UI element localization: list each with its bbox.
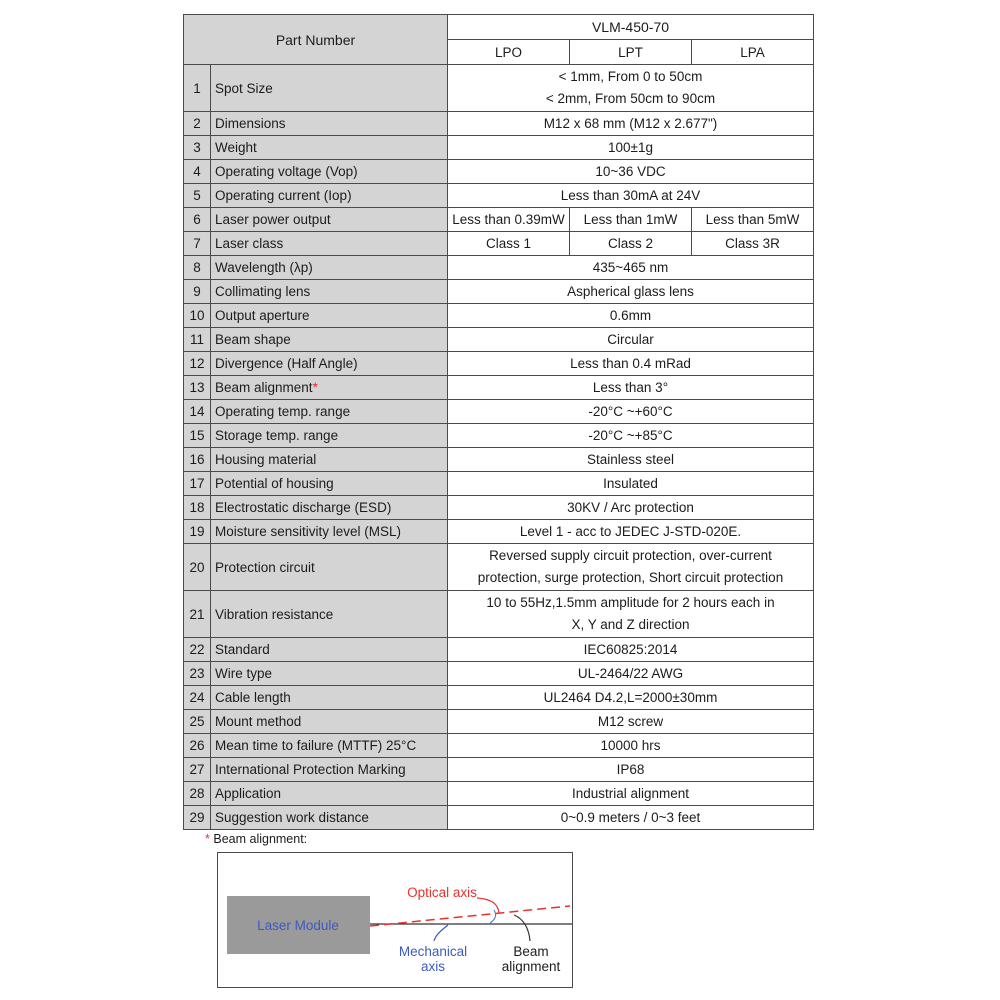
row-number: 22 <box>184 638 211 662</box>
row-value: 10~36 VDC <box>448 160 814 184</box>
row-label: Operating temp. range <box>211 400 448 424</box>
row-value: -20°C ~+85°C <box>448 424 814 448</box>
row-number: 15 <box>184 424 211 448</box>
row-number: 24 <box>184 686 211 710</box>
row-number: 29 <box>184 806 211 830</box>
row-number: 13 <box>184 376 211 400</box>
spec-row <box>184 352 814 376</box>
mechanical-axis-label: Mechanical axis <box>398 944 468 974</box>
row-value: 10 to 55Hz,1.5mm amplitude for 2 hours each in X, Y and Z direction <box>448 591 814 638</box>
row-variant-value: Class 3R <box>692 232 814 256</box>
spec-row <box>184 232 814 256</box>
spec-row <box>184 256 814 280</box>
spec-row <box>184 208 814 232</box>
row-label: Beam shape <box>211 328 448 352</box>
row-number: 7 <box>184 232 211 256</box>
row-number: 6 <box>184 208 211 232</box>
row-value: IP68 <box>448 758 814 782</box>
row-value: 100±1g <box>448 136 814 160</box>
row-value: UL2464 D4.2,L=2000±30mm <box>448 686 814 710</box>
footnote-text: Beam alignment: <box>213 832 308 846</box>
row-number: 26 <box>184 734 211 758</box>
row-number: 3 <box>184 136 211 160</box>
optical-axis-line <box>370 906 570 926</box>
spec-row <box>184 710 814 734</box>
spec-row <box>184 638 814 662</box>
row-number: 17 <box>184 472 211 496</box>
part-number-header: Part Number <box>184 15 448 65</box>
spec-row <box>184 448 814 472</box>
row-variant-value: Class 1 <box>448 232 570 256</box>
row-value: < 1mm, From 0 to 50cm < 2mm, From 50cm to 90cm <box>448 65 814 112</box>
row-label-asterisk: * <box>312 380 318 395</box>
row-value: 0~0.9 meters / 0~3 feet <box>448 806 814 830</box>
spec-row <box>184 734 814 758</box>
row-number: 16 <box>184 448 211 472</box>
row-value: -20°C ~+60°C <box>448 400 814 424</box>
row-value: M12 screw <box>448 710 814 734</box>
row-number: 27 <box>184 758 211 782</box>
row-label: Moisture sensitivity level (MSL) <box>211 520 448 544</box>
row-value: Stainless steel <box>448 448 814 472</box>
spec-table-body <box>184 65 814 830</box>
row-label: Weight <box>211 136 448 160</box>
row-label: Cable length <box>211 686 448 710</box>
spec-row <box>184 544 814 591</box>
row-number: 21 <box>184 591 211 638</box>
beam-alignment-svg <box>218 853 572 987</box>
spec-row <box>184 591 814 638</box>
row-label: Operating current (Iop) <box>211 184 448 208</box>
spec-row <box>184 472 814 496</box>
beam-alignment-leader <box>514 915 530 941</box>
row-number: 1 <box>184 65 211 112</box>
row-label: Output aperture <box>211 304 448 328</box>
row-value: Less than 0.4 mRad <box>448 352 814 376</box>
row-label: Standard <box>211 638 448 662</box>
row-label: Collimating lens <box>211 280 448 304</box>
row-label: Divergence (Half Angle) <box>211 352 448 376</box>
spec-row <box>184 662 814 686</box>
row-number: 9 <box>184 280 211 304</box>
row-label: Application <box>211 782 448 806</box>
row-label: Spot Size <box>211 65 448 112</box>
row-label: Protection circuit <box>211 544 448 591</box>
row-value: 10000 hrs <box>448 734 814 758</box>
row-label: Housing material <box>211 448 448 472</box>
row-value: Less than 30mA at 24V <box>448 184 814 208</box>
row-value: M12 x 68 mm (M12 x 2.677") <box>448 112 814 136</box>
spec-row <box>184 520 814 544</box>
variant-header-lpt: LPT <box>570 40 692 65</box>
row-label: Storage temp. range <box>211 424 448 448</box>
row-number: 4 <box>184 160 211 184</box>
spec-row <box>184 496 814 520</box>
row-value: 435~465 nm <box>448 256 814 280</box>
model-header: VLM-450-70 <box>448 15 814 40</box>
row-label: Vibration resistance <box>211 591 448 638</box>
row-value: Industrial alignment <box>448 782 814 806</box>
row-label: Beam alignment* <box>211 376 448 400</box>
row-number: 8 <box>184 256 211 280</box>
row-label: Dimensions <box>211 112 448 136</box>
optical-axis-label: Optical axis <box>407 885 477 900</box>
row-label: Suggestion work distance <box>211 806 448 830</box>
row-number: 12 <box>184 352 211 376</box>
row-number: 20 <box>184 544 211 591</box>
row-variant-value: Class 2 <box>570 232 692 256</box>
row-value: Less than 3° <box>448 376 814 400</box>
row-number: 18 <box>184 496 211 520</box>
row-value: IEC60825:2014 <box>448 638 814 662</box>
row-number: 11 <box>184 328 211 352</box>
row-variant-value: Less than 1mW <box>570 208 692 232</box>
spec-table <box>183 14 814 830</box>
spec-row <box>184 328 814 352</box>
spec-sheet <box>183 14 814 830</box>
spec-row <box>184 400 814 424</box>
row-variant-value: Less than 5mW <box>692 208 814 232</box>
row-label: Operating voltage (Vop) <box>211 160 448 184</box>
row-label: International Protection Marking <box>211 758 448 782</box>
row-label: Laser power output <box>211 208 448 232</box>
spec-row <box>184 782 814 806</box>
mechanical-axis-leader <box>434 925 448 941</box>
spec-row <box>184 304 814 328</box>
row-label: Mount method <box>211 710 448 734</box>
row-number: 10 <box>184 304 211 328</box>
row-number: 14 <box>184 400 211 424</box>
spec-row <box>184 280 814 304</box>
spec-row <box>184 112 814 136</box>
row-number: 5 <box>184 184 211 208</box>
spec-row <box>184 424 814 448</box>
spec-row <box>184 758 814 782</box>
spec-row <box>184 136 814 160</box>
spec-row <box>184 160 814 184</box>
row-label: Wire type <box>211 662 448 686</box>
row-variant-value: Less than 0.39mW <box>448 208 570 232</box>
row-label: Wavelength (λp) <box>211 256 448 280</box>
footnote <box>205 832 307 846</box>
row-number: 2 <box>184 112 211 136</box>
row-label: Laser class <box>211 232 448 256</box>
beam-alignment-diagram <box>217 852 573 988</box>
beam-alignment-label: Beam alignment <box>501 944 561 974</box>
row-value: Insulated <box>448 472 814 496</box>
footnote-asterisk: * <box>205 832 210 846</box>
row-number: 23 <box>184 662 211 686</box>
row-value: Circular <box>448 328 814 352</box>
spec-row <box>184 376 814 400</box>
row-value: UL-2464/22 AWG <box>448 662 814 686</box>
row-number: 19 <box>184 520 211 544</box>
row-label: Electrostatic discharge (ESD) <box>211 496 448 520</box>
row-value: 30KV / Arc protection <box>448 496 814 520</box>
spec-row <box>184 65 814 112</box>
row-number: 25 <box>184 710 211 734</box>
row-label: Mean time to failure (MTTF) 25°C <box>211 734 448 758</box>
row-value: Aspherical glass lens <box>448 280 814 304</box>
row-value: 0.6mm <box>448 304 814 328</box>
header-row-model <box>184 15 814 40</box>
spec-row <box>184 686 814 710</box>
row-value: Reversed supply circuit protection, over-current protection, surge protection, Short circuit protection <box>448 544 814 591</box>
row-value: Level 1 - acc to JEDEC J-STD-020E. <box>448 520 814 544</box>
optical-axis-leader <box>477 898 499 913</box>
beam-angle-arc <box>490 910 496 923</box>
spec-row <box>184 184 814 208</box>
laser-module-label: Laser Module <box>257 918 339 933</box>
variant-header-lpa: LPA <box>692 40 814 65</box>
spec-row <box>184 806 814 830</box>
variant-header-lpo: LPO <box>448 40 570 65</box>
row-number: 28 <box>184 782 211 806</box>
row-label: Potential of housing <box>211 472 448 496</box>
